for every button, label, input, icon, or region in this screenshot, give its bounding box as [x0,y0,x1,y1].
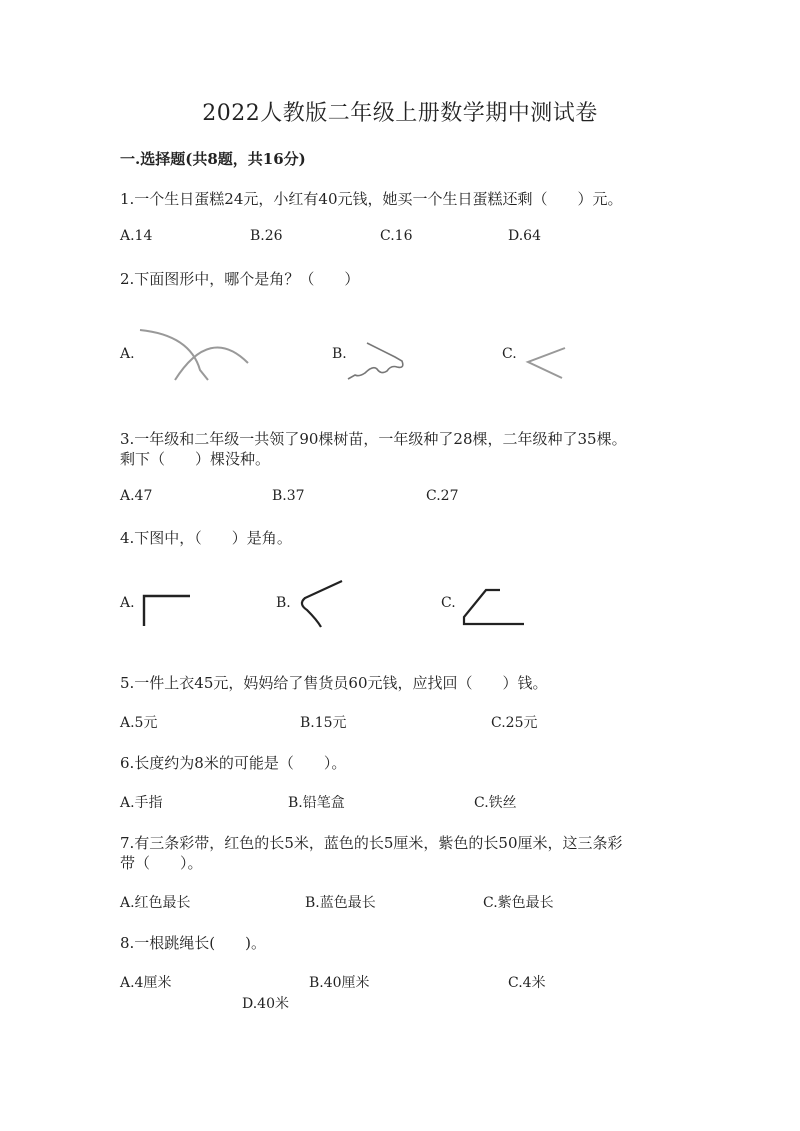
question-7-text-line2: 带（ ）。 [120,854,203,872]
question-4-text: 4.下图中，（ ）是角。 [120,529,292,547]
question-1-option-c[interactable]: C.16 [380,228,413,244]
section-heading: 一.选择题(共8题，共16分) [120,150,306,168]
question-8-option-a[interactable]: A.4厘米 [120,975,172,991]
question-2-option-c[interactable]: C. [502,346,517,362]
question-2-figure-b [345,335,415,385]
question-7-option-b[interactable]: B.蓝色最长 [305,895,376,911]
question-2-option-a[interactable]: A. [120,346,135,362]
page-title: 2022人教版二年级上册数学期中测试卷 [202,101,598,126]
question-3-option-a[interactable]: A.47 [120,488,153,504]
question-8-option-b[interactable]: B.40厘米 [309,975,370,991]
question-8-option-d[interactable]: D.40米 [242,996,289,1012]
question-5-option-c[interactable]: C.25元 [491,715,538,731]
question-2-text: 2.下面图形中，哪个是角？（ ） [120,270,360,288]
question-1-option-d[interactable]: D.64 [508,228,541,244]
question-2-option-b[interactable]: B. [332,346,347,362]
question-6-option-c[interactable]: C.铁丝 [474,795,517,811]
question-6-option-b[interactable]: B.铅笔盒 [288,795,345,811]
question-1-text: 1.一个生日蛋糕24元，小红有40元钱，她买一个生日蛋糕还剩（ ）元。 [120,190,623,208]
question-4-figure-c [458,585,530,630]
question-2-figure-c [520,340,575,385]
question-3-option-b[interactable]: B.37 [272,488,305,504]
question-3-text: 3.一年级和二年级一共领了90棵树苗，一年级种了28棵，二年级种了35棵。 [120,430,627,448]
question-3-option-c[interactable]: C.27 [426,488,459,504]
question-4-figure-a [138,590,198,630]
question-8-option-c[interactable]: C.4米 [508,975,546,991]
question-3-text-line2: 剩下（ ）棵没种。 [120,450,271,468]
question-4-option-a[interactable]: A. [120,595,135,611]
question-5-text: 5.一件上衣45元，妈妈给了售货员60元钱，应找回（ ）钱。 [120,674,548,692]
question-7-text: 7.有三条彩带，红色的长5米，蓝色的长5厘米，紫色的长50厘米，这三条彩 [120,834,623,852]
question-6-text: 6.长度约为8米的可能是（ ）。 [120,754,347,772]
question-4-option-c[interactable]: C. [441,595,456,611]
question-1-option-b[interactable]: B.26 [250,228,283,244]
question-7-option-a[interactable]: A.红色最长 [120,895,191,911]
question-1-option-a[interactable]: A.14 [120,228,153,244]
question-7-option-c[interactable]: C.紫色最长 [483,895,554,911]
question-6-option-a[interactable]: A.手指 [120,795,163,811]
question-5-option-b[interactable]: B.15元 [300,715,347,731]
question-4-figure-b [295,578,355,633]
question-2-figure-a [130,320,260,390]
question-5-option-a[interactable]: A.5元 [120,715,158,731]
question-8-text: 8.一根跳绳长( )。 [120,934,267,952]
question-4-option-b[interactable]: B. [276,595,291,611]
